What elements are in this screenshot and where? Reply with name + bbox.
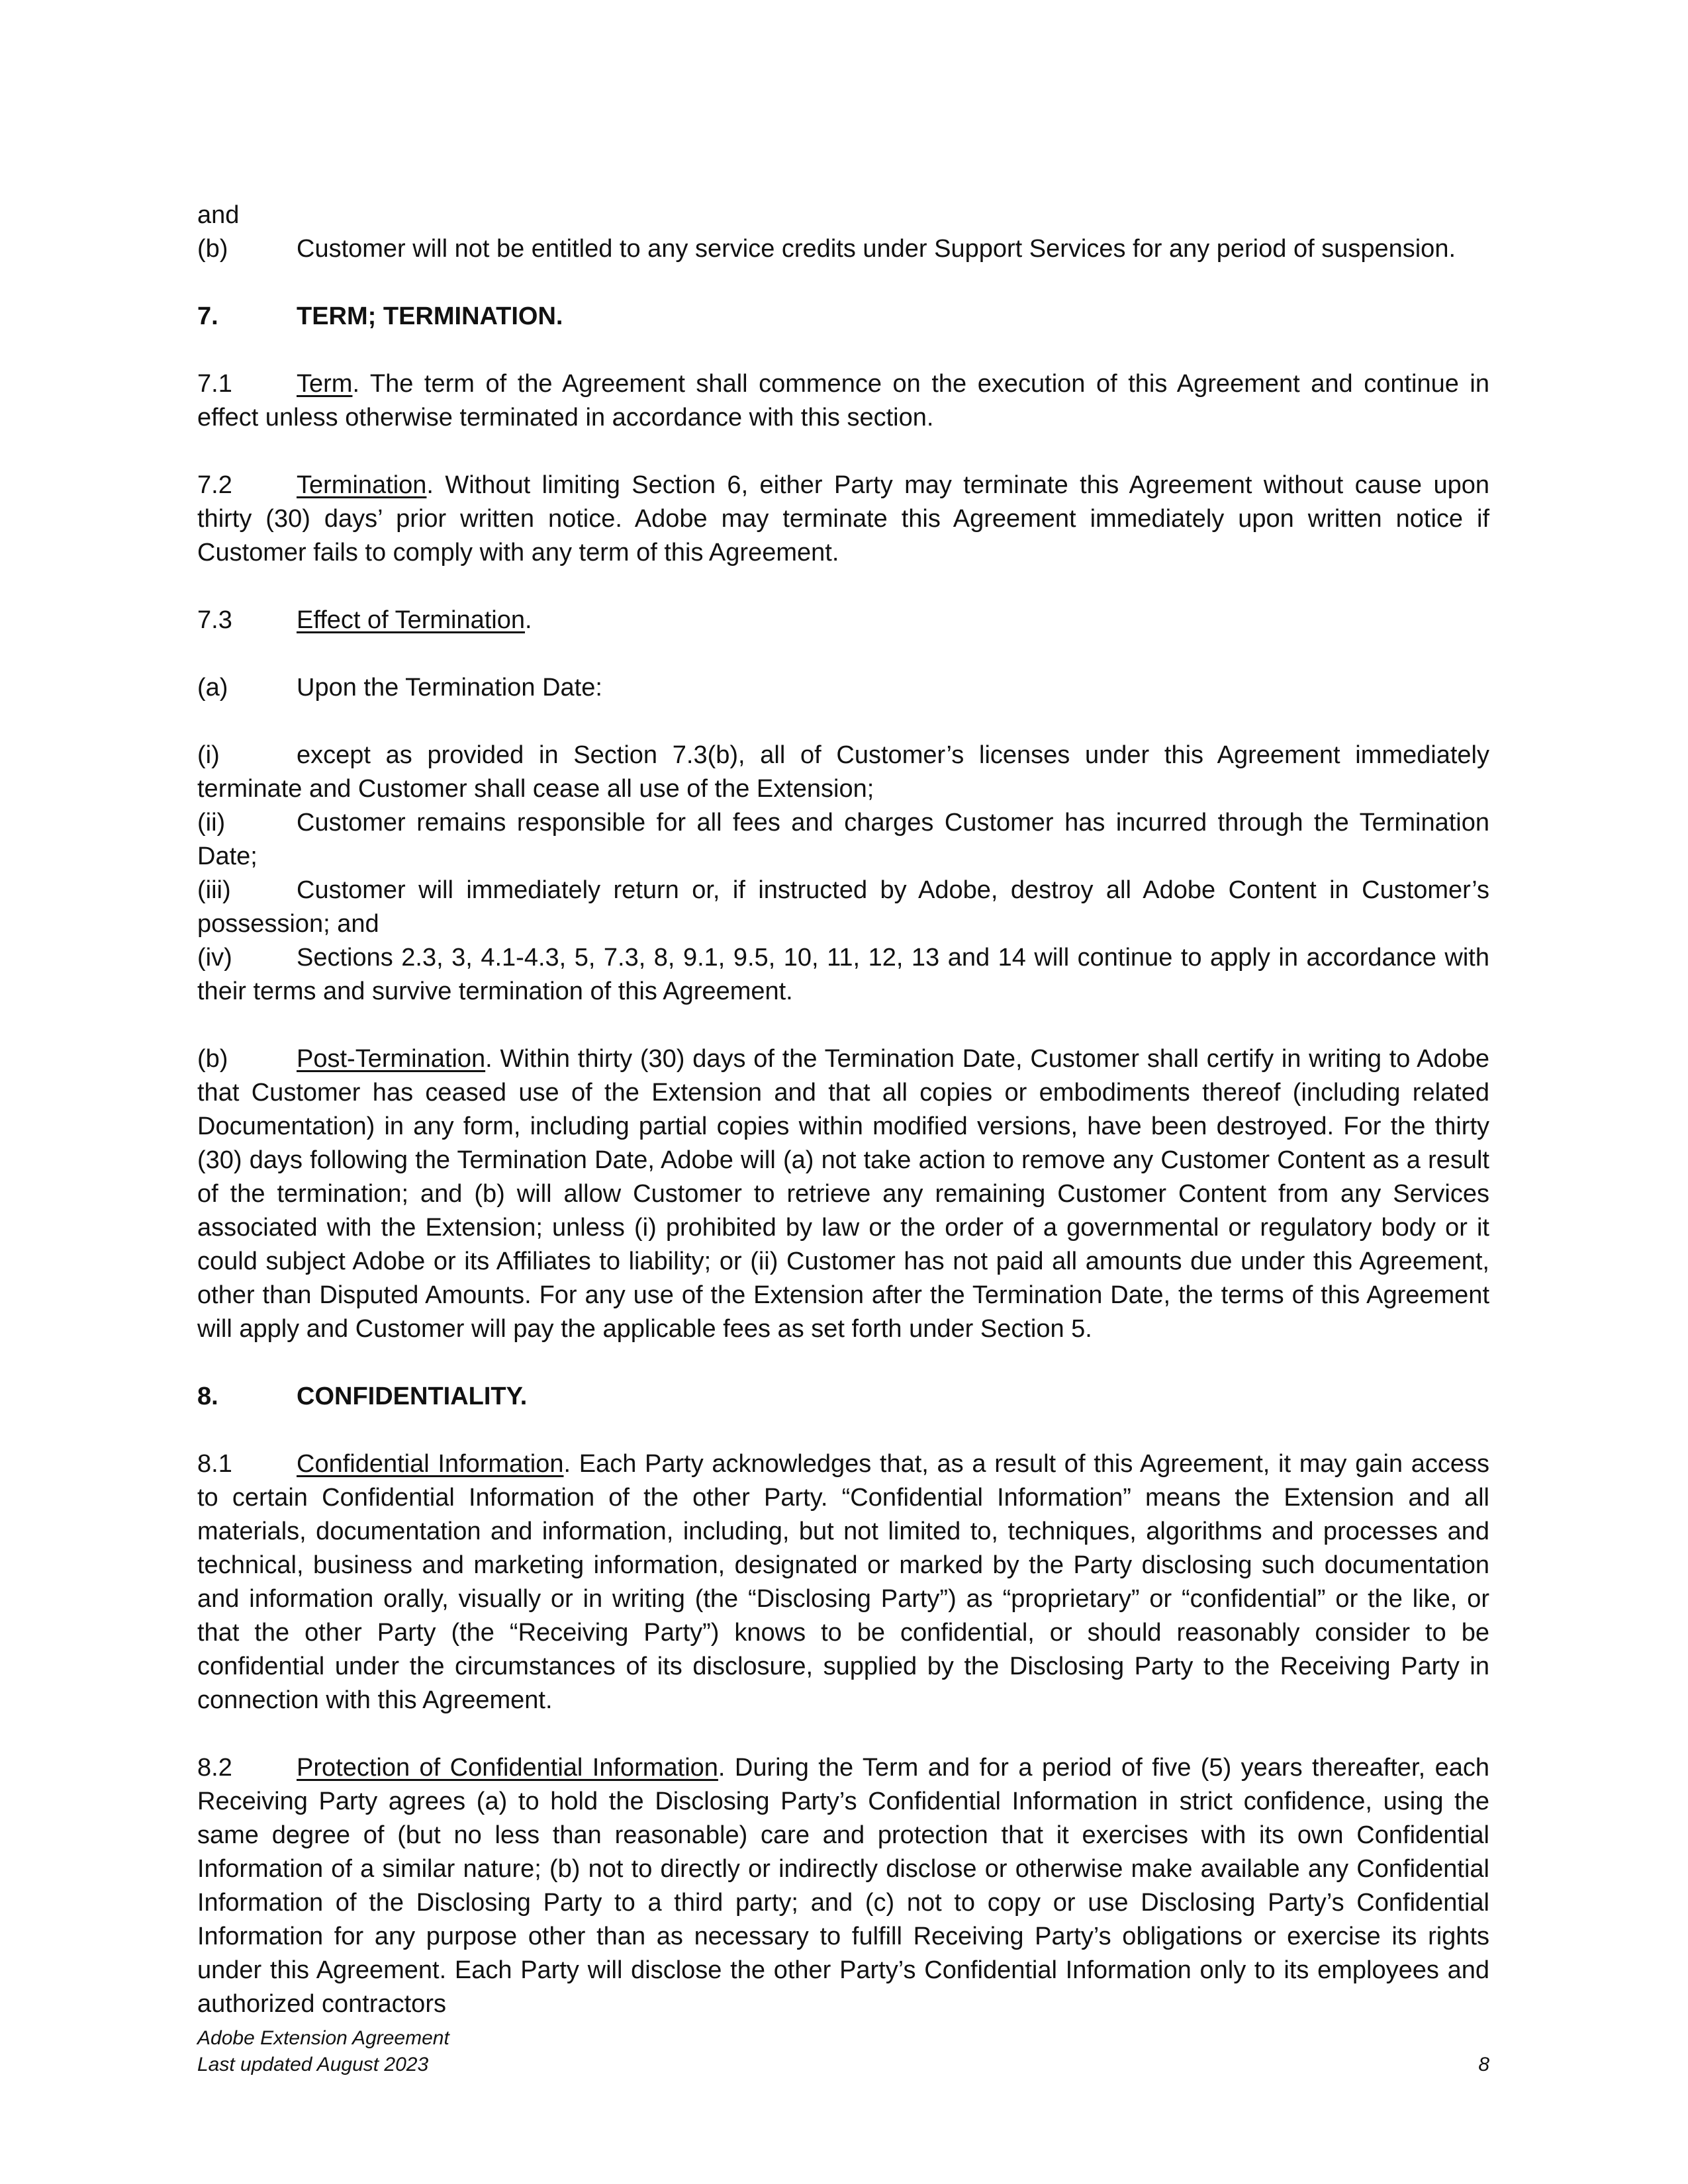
clause-7-3-a-iii	[197, 874, 1489, 941]
page-number: 8	[1478, 2054, 1489, 2075]
paragraph-text: Upon the Termination Date:	[297, 674, 602, 702]
document-page	[197, 199, 1489, 2021]
paragraph-text: Customer remains responsible for all fees and charges Customer has incurred through the Termination Date;	[197, 809, 1489, 870]
clause-text: . Without limiting Section 6, either Party may terminate this Agreement without cause upon thirty (30) days’ prior written notice. Adobe may terminate this Agreement immediately upon written notice if Customer fails to comply with any term of this Agreement.	[197, 471, 1489, 567]
clause-text: . The term of the Agreement shall commence on the execution of this Agreement and continue in effect unless otherwise terminated in accordance with this section.	[197, 370, 1489, 432]
list-marker: (iv)	[197, 944, 232, 972]
carryover-and: and	[197, 201, 240, 229]
clause-text: . Within thirty (30) days of the Termination Date, Customer shall certify in writing to Adobe that Customer has ceased use of the Extension and that all copies or embodiments thereof (including related Documentation) in any form, including partial copies within modified versions, have been destroyed. For the thirty (30) days following the Termination Date, Adobe will (a) not take action to remove any Customer Content as a result of the termination; and (b) will allow Customer to retrieve any remaining Customer Content from any Services associated with the Extension; unless (i) prohibited by law or the order of a governmental or regulatory body or it could subject Adobe or its Affiliates to liability; or (ii) Customer has not paid all amounts due under this Agreement, other than Disputed Amounts. For any use of the Extension after the Termination Date, the terms of this Agreement will apply and Customer will pay the applicable fees as set forth under Section 5.	[197, 1045, 1489, 1343]
footer-doc-title: Adobe Extension Agreement	[197, 2027, 449, 2049]
clause-heading: Effect of Termination	[297, 606, 526, 634]
list-marker: (b)	[197, 235, 228, 263]
clause-7-3-a-i	[197, 739, 1489, 806]
clause-heading: Post-Termination	[297, 1045, 486, 1073]
section-8-heading	[197, 1380, 1489, 1414]
clause-heading: Confidential Information	[297, 1450, 564, 1478]
section-title: CONFIDENTIALITY.	[297, 1383, 528, 1410]
section-number: 7.	[197, 302, 218, 330]
section-number: 8.	[197, 1383, 218, 1410]
clause-text: . During the Term and for a period of five (5) years thereafter, each Receiving Party agrees (a) to hold the Disclosing Party’s Confidential Information in strict confidence, using the same degree of (but no less than reasonable) care and protection that it exercises with its own Confidential Information of a similar nature; (b) not to directly or indirectly disclose or otherwise make available any Confidential Information of the Disclosing Party to a third party; and (c) not to copy or use Disclosing Party’s Confidential Information for any purpose other than as necessary to fulfill Receiving Party’s obligations or exercise its rights under this Agreement. Each Party will disclose the other Party’s Confidential Information only to its employees and authorized contractors	[197, 1754, 1489, 2018]
clause-number: 7.3	[197, 606, 232, 634]
clause-heading: Term	[297, 370, 353, 398]
paragraph-text: Customer will immediately return or, if instructed by Adobe, destroy all Adobe Content in Customer’s possession; and	[197, 876, 1489, 938]
clause-7-3-a-iv	[197, 941, 1489, 1009]
clause-7-1	[197, 367, 1489, 435]
clause-punct: .	[525, 606, 532, 634]
clause-7-3	[197, 604, 1489, 637]
clause-8-1	[197, 1447, 1489, 1717]
section-7-heading	[197, 300, 1489, 334]
paragraph-text: Sections 2.3, 3, 4.1-4.3, 5, 7.3, 8, 9.1, 9.5, 10, 11, 12, 13 and 14 will continue to apply in accordance with their terms and survive termination of this Agreement.	[197, 944, 1489, 1005]
list-marker: (iii)	[197, 876, 231, 904]
clause-7-3-a-ii	[197, 806, 1489, 874]
clause-7-3-b	[197, 1042, 1489, 1346]
list-marker: (a)	[197, 674, 228, 702]
list-marker: (i)	[197, 741, 220, 769]
clause-text: . Each Party acknowledges that, as a result of this Agreement, it may gain access to certain Confidential Information of the other Party. “Confidential Information” means the Extension and all materials, documentation and information, including, but not limited to, techniques, algorithms and processes and technical, business and marketing information, designated or marked by the Party disclosing such documentation and information orally, visually or in writing (the “Disclosing Party”) as “proprietary” or “confidential” or the like, or that the other Party (the “Receiving Party”) knows to be confidential, or should reasonably consider to be confidential under the circumstances of its disclosure, supplied by the Disclosing Party to the Receiving Party in connection with this Agreement.	[197, 1450, 1490, 1714]
clause-heading: Termination	[297, 471, 427, 499]
footer-updated-date: Last updated August 2023	[197, 2054, 429, 2075]
clause-7-3-a	[197, 671, 1489, 705]
clause-number: 7.2	[197, 471, 232, 499]
page-footer	[197, 2025, 1489, 2078]
clause-number: 7.1	[197, 370, 232, 398]
list-marker: (b)	[197, 1045, 228, 1073]
clause-heading: Protection of Confidential Information	[297, 1754, 718, 1782]
carryover-item-b	[197, 232, 1489, 266]
paragraph-text: Customer will not be entitled to any service credits under Support Services for any period of suspension.	[297, 235, 1456, 263]
clause-number: 8.1	[197, 1450, 232, 1478]
list-marker: (ii)	[197, 809, 226, 837]
section-title: TERM; TERMINATION.	[297, 302, 563, 330]
paragraph-text: except as provided in Section 7.3(b), all of Customer’s licenses under this Agreement immediately terminate and Customer shall cease all use of the Extension;	[197, 741, 1489, 803]
clause-number: 8.2	[197, 1754, 232, 1782]
clause-8-2	[197, 1751, 1489, 2021]
clause-7-2	[197, 469, 1489, 570]
